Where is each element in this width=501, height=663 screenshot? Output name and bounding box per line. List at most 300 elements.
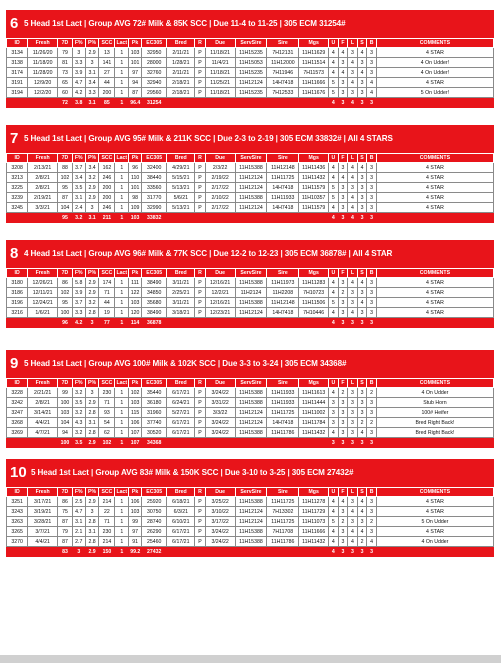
table-cell: P [195, 537, 206, 547]
column-header: ServSire [235, 269, 267, 278]
table-cell: 3213 [7, 173, 28, 183]
table-cell: 11H11432 [299, 537, 329, 547]
table-cell: 3.1 [85, 527, 99, 537]
group-title: 4 Head 1st Lact | Group AVG 96# Milk & 77K SCC | Due 12-2 to 12-23 | 305 ECM 36878# | All 4 STAR [24, 249, 393, 258]
table-cell: 1 [115, 278, 129, 288]
table-cell: 12/16/21 [205, 278, 235, 288]
table-cell: 2 [357, 418, 367, 428]
table-cell: 3.4 [85, 163, 99, 173]
table-cell: 11H15235 [235, 88, 267, 98]
cow-table [6, 487, 494, 557]
average-cell: 3 [338, 438, 348, 448]
column-header: 7D [58, 269, 73, 278]
table-cell: 3 [357, 388, 367, 398]
table-cell: 3 [85, 203, 99, 213]
group-number: 7 [10, 130, 19, 147]
table-cell: 200 [99, 183, 115, 193]
average-cell [195, 438, 206, 448]
table-cell: 11H11432 [299, 173, 329, 183]
table-cell: 30520 [141, 428, 167, 438]
table-cell: 14H7418 [267, 308, 299, 318]
table-cell: 2 [338, 517, 348, 527]
table-cell: 3/28/21 [28, 517, 58, 527]
table-cell: 1 [115, 298, 129, 308]
table-cell: 99 [129, 517, 142, 527]
column-header: ID [7, 379, 28, 388]
table-cell: 12/2/21 [205, 288, 235, 298]
table-cell: 4.3 [72, 418, 85, 428]
table-cell: P [195, 163, 206, 173]
table-cell: 87 [129, 88, 142, 98]
table-cell: 3.3 [85, 88, 99, 98]
table-cell: 3 [357, 308, 367, 318]
average-cell: 3 [329, 438, 339, 448]
table-cell: 88 [58, 163, 73, 173]
average-cell: 3 [357, 438, 367, 448]
table-cell: 5 [329, 298, 339, 308]
table-row [7, 537, 494, 547]
column-header: 7D [58, 154, 73, 163]
table-cell: 38490 [141, 278, 167, 288]
table-cell: 4 [357, 68, 367, 78]
table-cell: 230 [99, 527, 115, 537]
table-cell: 4 STAR [376, 527, 493, 537]
table-cell: 3/3/22 [205, 408, 235, 418]
average-cell [167, 98, 195, 108]
table-cell: 4 STAR [376, 48, 493, 58]
table-cell: 3/11/21 [167, 298, 195, 308]
table-cell: 5/13/21 [167, 183, 195, 193]
table-cell: 12/23/21 [205, 308, 235, 318]
table-cell: 2/25/21 [167, 288, 195, 298]
column-header: F% [72, 379, 85, 388]
table-cell: 93 [99, 408, 115, 418]
table-cell: 98 [129, 193, 142, 203]
table-cell: 2 [357, 537, 367, 547]
column-header: Fresh [28, 269, 58, 278]
table-cell: 11/18/20 [28, 58, 58, 68]
table-cell: 14H7418 [267, 203, 299, 213]
table-cell: 3 [367, 408, 377, 418]
average-cell: 33832 [141, 213, 167, 223]
table-cell: 3 [338, 398, 348, 408]
average-cell: 3 [367, 98, 377, 108]
table-cell: 4 [348, 278, 358, 288]
table-cell: 11/18/21 [205, 68, 235, 78]
table-cell: 62 [99, 428, 115, 438]
table-cell: 79 [58, 527, 73, 537]
table-cell: 3 [338, 527, 348, 537]
table-row [7, 398, 494, 408]
column-header: R [195, 488, 206, 497]
average-cell: 3 [85, 318, 99, 328]
table-cell: 11H11073 [299, 517, 329, 527]
table-cell: 7H10446 [299, 308, 329, 318]
column-header: EC305 [141, 488, 167, 497]
average-cell: 114 [129, 318, 142, 328]
table-cell: 102 [58, 288, 73, 298]
table-cell: 6/17/21 [167, 418, 195, 428]
average-cell: 4 [329, 318, 339, 328]
column-header: ID [7, 488, 28, 497]
average-cell [267, 318, 299, 328]
table-cell: 11H15235 [235, 68, 267, 78]
average-cell [299, 213, 329, 223]
table-cell: Bred Right Back! [376, 418, 493, 428]
table-cell: 1 [115, 68, 129, 78]
table-cell: 3 [338, 298, 348, 308]
table-cell: 3 [338, 183, 348, 193]
average-cell: 36878 [141, 318, 167, 328]
group-number: 8 [10, 245, 19, 262]
average-cell: 3 [357, 547, 367, 557]
table-cell: 38490 [141, 308, 167, 318]
average-cell: 77 [99, 318, 115, 328]
table-cell: 6/18/21 [167, 497, 195, 507]
column-header: SCC [99, 488, 115, 497]
table-cell: 4 [357, 298, 367, 308]
table-cell: 4 [329, 48, 339, 58]
table-cell: 4 [348, 308, 358, 318]
group-title: 5 Head 1st Lact | Group AVG 72# Milk & 85K SCC | Due 11-4 to 11-25 | 305 ECM 31254# [24, 19, 346, 28]
table-cell: 2 [338, 388, 348, 398]
table-cell: 4 [348, 537, 358, 547]
table-cell: 7H11946 [267, 68, 299, 78]
average-cell: 2.9 [85, 547, 99, 557]
table-cell: 22 [99, 507, 115, 517]
column-header: Fresh [28, 39, 58, 48]
column-header: F [338, 488, 348, 497]
table-cell: 3134 [7, 48, 28, 58]
group-average-row [7, 98, 494, 108]
table-cell: 3208 [7, 163, 28, 173]
table-header-row [7, 488, 494, 497]
table-cell: 11H11725 [267, 408, 299, 418]
group-number: 6 [10, 15, 19, 32]
cow-table [6, 153, 494, 223]
column-header: S [357, 488, 367, 497]
table-cell: 3/17/21 [28, 497, 58, 507]
table-cell: 3.5 [72, 398, 85, 408]
table-cell: 3 [367, 183, 377, 193]
column-header: Due [205, 154, 235, 163]
average-cell: 96 [58, 318, 73, 328]
table-cell: 11/26/20 [28, 48, 58, 58]
table-cell: 2/10/22 [205, 193, 235, 203]
table-cell: 110 [129, 173, 142, 183]
column-header: 7D [58, 488, 73, 497]
table-cell: 3 [367, 193, 377, 203]
table-cell: 11H15388 [235, 497, 267, 507]
group-average-row [7, 438, 494, 448]
column-header: R [195, 379, 206, 388]
table-row [7, 183, 494, 193]
table-cell: 2/11/21 [167, 68, 195, 78]
table-cell: 3 [367, 68, 377, 78]
table-cell: 4 [348, 203, 358, 213]
table-cell: 4 [357, 163, 367, 173]
table-cell: 11H11784 [299, 418, 329, 428]
table-cell: 11H12124 [235, 78, 267, 88]
column-header: L [348, 154, 358, 163]
average-cell [167, 547, 195, 557]
table-cell: 103 [129, 507, 142, 517]
table-cell: 104 [58, 418, 73, 428]
table-cell: 35440 [141, 388, 167, 398]
column-header: ServSire [235, 488, 267, 497]
table-cell: 3 [348, 418, 358, 428]
table-cell: 11H11725 [267, 173, 299, 183]
table-cell: 11H11506 [299, 298, 329, 308]
average-cell: 1 [115, 547, 129, 557]
table-cell: 4 On Udder [376, 537, 493, 547]
table-cell: 3/10/22 [205, 507, 235, 517]
average-cell [299, 547, 329, 557]
table-cell: 3 [357, 88, 367, 98]
column-header: S [357, 154, 367, 163]
table-cell: 3 [357, 193, 367, 203]
table-cell: 4 On Udder! [376, 68, 493, 78]
column-header: Mgs [299, 488, 329, 497]
table-cell: 37740 [141, 418, 167, 428]
table-cell: 200 [99, 193, 115, 203]
table-cell: 4/29/21 [167, 163, 195, 173]
column-header: SCC [99, 39, 115, 48]
table-cell: 11H11514 [299, 58, 329, 68]
table-cell: P [195, 298, 206, 308]
table-cell: 86 [58, 497, 73, 507]
table-cell: 7H10723 [299, 288, 329, 298]
average-cell: 3.5 [72, 438, 85, 448]
column-header: COMMENTS [376, 154, 493, 163]
average-cell: 3 [348, 318, 358, 328]
average-cell: 1 [115, 213, 129, 223]
average-cell: 4 [329, 213, 339, 223]
table-cell: 34850 [141, 288, 167, 298]
table-cell: P [195, 203, 206, 213]
table-cell: 3 [348, 288, 358, 298]
table-cell: 11H15388 [235, 278, 267, 288]
average-cell: 3.1 [85, 213, 99, 223]
table-row [7, 278, 494, 288]
table-row [7, 68, 494, 78]
table-cell: 1 [115, 388, 129, 398]
table-cell: 3 [85, 58, 99, 68]
table-cell: 4 [338, 173, 348, 183]
table-cell: 4 [357, 278, 367, 288]
table-cell: 3247 [7, 408, 28, 418]
table-cell: 4 [338, 48, 348, 58]
column-header: COMMENTS [376, 269, 493, 278]
table-cell: 2/18/21 [167, 88, 195, 98]
average-cell [205, 213, 235, 223]
table-cell: 11H10357 [299, 193, 329, 203]
table-cell: P [195, 527, 206, 537]
table-cell: 1 [115, 193, 129, 203]
average-cell [235, 318, 267, 328]
column-header: Lact [116, 40, 128, 46]
table-cell: 3 [329, 398, 339, 408]
table-cell: 3 [338, 78, 348, 88]
column-header: B [367, 154, 377, 163]
average-cell: 85 [99, 98, 115, 108]
table-cell: 11H15388 [235, 428, 267, 438]
column-header: ServSire [235, 379, 267, 388]
table-cell: 2.9 [85, 398, 99, 408]
table-cell: 120 [129, 308, 142, 318]
table-cell: 4 STAR [376, 183, 493, 193]
average-cell: 4.2 [72, 318, 85, 328]
table-cell: 3 [348, 388, 358, 398]
table-header-row [7, 379, 494, 388]
table-cell: 3.3 [72, 308, 85, 318]
table-cell: 11H11283 [299, 278, 329, 288]
table-cell: 12/11/21 [28, 288, 58, 298]
column-header: EC305 [141, 269, 167, 278]
table-row [7, 497, 494, 507]
column-header: Bred [167, 154, 195, 163]
column-header: F% [72, 269, 85, 278]
table-cell: 3 [338, 58, 348, 68]
table-cell: 11H11729 [299, 507, 329, 517]
average-cell: 3 [357, 98, 367, 108]
table-cell: 11H11278 [299, 497, 329, 507]
average-cell [28, 547, 58, 557]
average-cell [7, 547, 28, 557]
table-cell: 11H11613 [299, 388, 329, 398]
table-cell: 3 [329, 418, 339, 428]
table-cell: 100 [58, 308, 73, 318]
table-cell: 11H11933 [267, 398, 299, 408]
group-number: 10 [10, 464, 27, 481]
table-cell: 25460 [141, 537, 167, 547]
table-cell: 106 [129, 418, 142, 428]
table-cell: 3251 [7, 497, 28, 507]
table-cell: P [195, 388, 206, 398]
average-cell: 103 [129, 213, 142, 223]
table-cell: 1 [115, 308, 129, 318]
table-cell: 6/17/21 [167, 428, 195, 438]
table-cell: Stub Horn [376, 398, 493, 408]
column-header: L [348, 269, 358, 278]
group-average-row [7, 213, 494, 223]
table-cell: 4.7 [72, 507, 85, 517]
table-cell: 3.7 [72, 298, 85, 308]
table-cell: 32940 [141, 78, 167, 88]
table-cell: 1 [115, 78, 129, 88]
table-header-row [7, 39, 494, 48]
table-cell: 2/17/22 [205, 183, 235, 193]
table-row [7, 288, 494, 298]
column-header: P% [85, 488, 99, 497]
table-cell: 11H11933 [267, 388, 299, 398]
table-cell: 28740 [141, 517, 167, 527]
table-row [7, 163, 494, 173]
column-header: Sire [267, 39, 299, 48]
table-cell: 4 STAR [376, 278, 493, 288]
group-banner [6, 459, 494, 487]
table-cell: 87 [58, 517, 73, 527]
table-cell: P [195, 428, 206, 438]
table-cell: 2 [338, 288, 348, 298]
table-cell: 3.1 [85, 418, 99, 428]
table-cell: 3/24/22 [205, 428, 235, 438]
average-cell [7, 213, 28, 223]
table-cell: 3269 [7, 428, 28, 438]
table-cell: 65 [58, 78, 73, 88]
table-cell: 2 [367, 418, 377, 428]
table-cell: 3/24/22 [205, 388, 235, 398]
table-cell: 4 [329, 58, 339, 68]
column-header: SCC [99, 379, 115, 388]
table-cell: 3/31/22 [205, 398, 235, 408]
average-cell [299, 318, 329, 328]
column-header: Due [205, 488, 235, 497]
column-header: Sire [267, 379, 299, 388]
table-cell: 3 [367, 48, 377, 58]
average-cell: 3 [367, 547, 377, 557]
table-cell: 1 [115, 398, 129, 408]
table-cell: 3 [348, 497, 358, 507]
average-cell: 3 [357, 213, 367, 223]
average-cell [167, 438, 195, 448]
table-cell: 3/17/22 [205, 517, 235, 527]
table-cell: 3 [348, 48, 358, 58]
table-cell: 5/6/21 [167, 193, 195, 203]
table-cell: P [195, 308, 206, 318]
average-cell [235, 547, 267, 557]
column-header: R [195, 154, 206, 163]
table-cell: 2/17/22 [205, 203, 235, 213]
table-cell: 36180 [141, 398, 167, 408]
table-cell: 11H15388 [235, 398, 267, 408]
average-cell: 27432 [141, 547, 167, 557]
column-header: B [367, 488, 377, 497]
table-cell: 1/6/21 [28, 308, 58, 318]
table-cell: 11H11436 [299, 163, 329, 173]
table-cell: 3.5 [72, 183, 85, 193]
table-cell: 11H12124 [235, 418, 267, 428]
table-cell: P [195, 418, 206, 428]
table-cell: 3 [329, 408, 339, 418]
table-row [7, 527, 494, 537]
table-cell: 3216 [7, 308, 28, 318]
column-header: P% [85, 379, 99, 388]
table-cell: 3 [338, 203, 348, 213]
table-cell: 4 STAR [376, 78, 493, 88]
group-average-row [7, 547, 494, 557]
table-cell: 4 [357, 48, 367, 58]
table-cell: 3196 [7, 298, 28, 308]
table-cell: 4 [348, 527, 358, 537]
table-cell: 12/26/21 [28, 278, 58, 288]
column-header: 7D [58, 379, 73, 388]
table-cell: 3/18/21 [167, 308, 195, 318]
table-cell: 103 [129, 48, 142, 58]
table-cell: 11H12124 [235, 203, 267, 213]
column-header: R [195, 39, 206, 48]
average-cell: 4 [329, 98, 339, 108]
average-cell [267, 547, 299, 557]
table-cell: 1 [115, 183, 129, 193]
table-row [7, 88, 494, 98]
table-cell: 81 [58, 58, 73, 68]
average-cell [167, 213, 195, 223]
table-cell: 3 [367, 527, 377, 537]
average-cell [267, 213, 299, 223]
column-header: S [357, 39, 367, 48]
table-cell: 214 [99, 497, 115, 507]
